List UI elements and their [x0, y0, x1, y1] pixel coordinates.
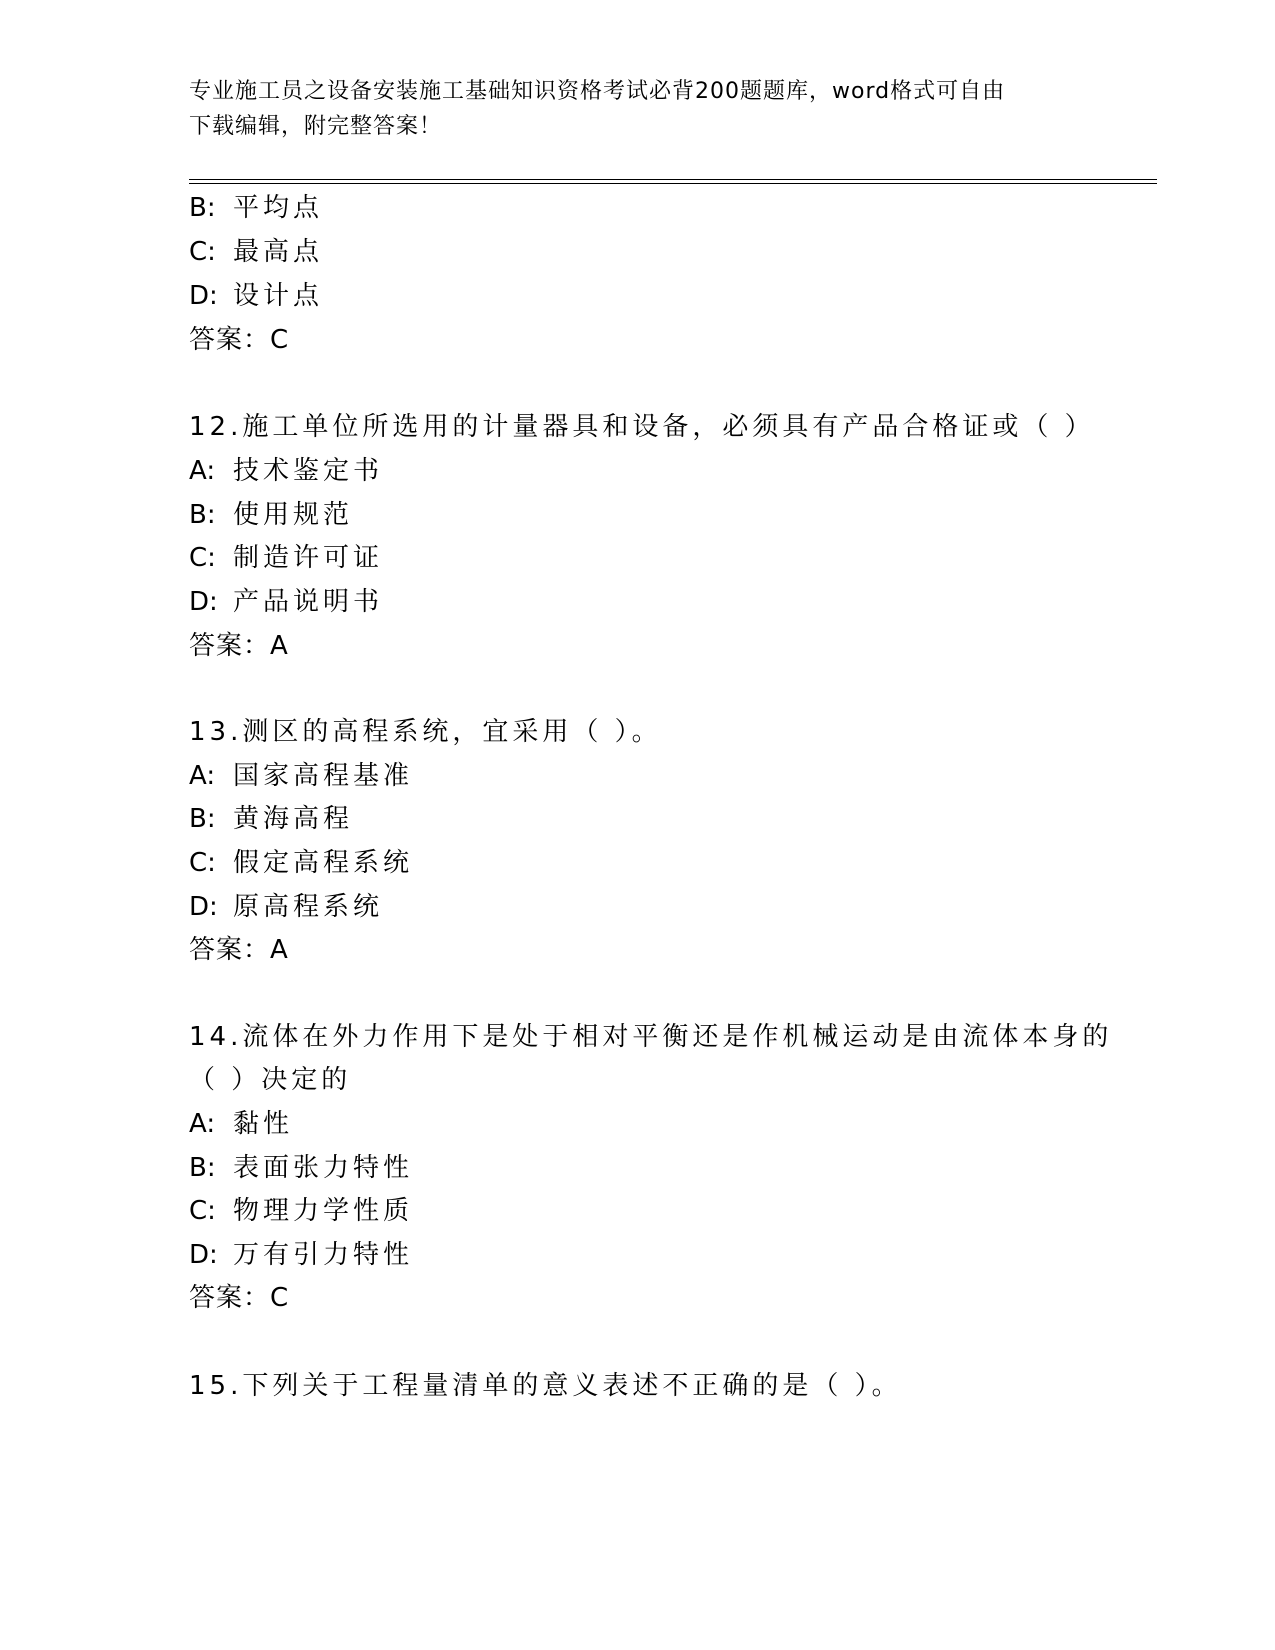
option-label: B:: [189, 500, 216, 530]
answer-line: 答案：C: [189, 1283, 290, 1313]
option-text: 万有引力特性: [233, 1240, 414, 1270]
question-stem-continued: （ ）决定的: [189, 1065, 352, 1095]
option-a: [189, 455, 383, 487]
option-text: 黄海高程: [233, 804, 354, 834]
option-b: [189, 803, 353, 835]
option-c: [189, 236, 323, 268]
option-label: D:: [189, 281, 218, 311]
option-a: [189, 760, 413, 792]
header-line-1: 专业施工员之设备安装施工基础知识资格考试必背200题题库，word格式可自由: [189, 79, 1006, 104]
option-b: [189, 192, 323, 224]
option-d: [189, 1239, 413, 1271]
option-a: [189, 1108, 293, 1140]
question-stem: 14.流体在外力作用下是处于相对平衡还是作机械运动是由流体本身的: [189, 1022, 1113, 1052]
option-text: 最高点: [233, 237, 324, 267]
header-line-2: 下载编辑，附完整答案！: [189, 114, 443, 139]
option-c: [189, 542, 383, 574]
option-b: [189, 1152, 413, 1184]
option-text: 黏性: [233, 1109, 294, 1139]
option-d: [189, 891, 383, 923]
option-label: D:: [189, 892, 218, 922]
option-text: 表面张力特性: [233, 1153, 414, 1183]
question-stem: 13.测区的高程系统，宜采用（ ）。: [189, 717, 662, 747]
option-text: 平均点: [233, 193, 324, 223]
option-text: 原高程系统: [233, 892, 384, 922]
option-label: A:: [189, 1109, 216, 1139]
option-text: 国家高程基准: [233, 761, 414, 791]
option-label: C:: [189, 848, 216, 878]
option-label: C:: [189, 237, 216, 267]
option-label: B:: [189, 804, 216, 834]
question-stem: 15.下列关于工程量清单的意义表述不正确的是（ ）。: [189, 1371, 902, 1401]
option-label: C:: [189, 1196, 216, 1226]
option-text: 技术鉴定书: [233, 456, 384, 486]
option-label: A:: [189, 456, 216, 486]
answer-line: 答案：A: [189, 935, 289, 965]
option-text: 物理力学性质: [233, 1196, 414, 1226]
option-label: A:: [189, 761, 216, 791]
answer-line: 答案：C: [189, 325, 290, 355]
option-label: B:: [189, 193, 216, 223]
option-label: D:: [189, 587, 218, 617]
option-label: C:: [189, 543, 216, 573]
option-text: 使用规范: [233, 500, 354, 530]
option-text: 制造许可证: [233, 543, 384, 573]
option-c: [189, 1195, 413, 1227]
option-label: D:: [189, 1240, 218, 1270]
header-divider-top: [189, 179, 1157, 180]
option-label: B:: [189, 1153, 216, 1183]
question-stem: 12.施工单位所选用的计量器具和设备，必须具有产品合格证或（ ）: [189, 412, 1095, 442]
option-d: [189, 280, 323, 312]
option-text: 设计点: [233, 281, 324, 311]
option-text: 假定高程系统: [233, 848, 414, 878]
option-d: [189, 586, 383, 618]
option-c: [189, 847, 413, 879]
document-header: [189, 74, 1079, 144]
option-text: 产品说明书: [233, 587, 384, 617]
header-divider-bottom: [189, 183, 1157, 184]
answer-line: 答案：A: [189, 631, 289, 661]
option-b: [189, 499, 353, 531]
